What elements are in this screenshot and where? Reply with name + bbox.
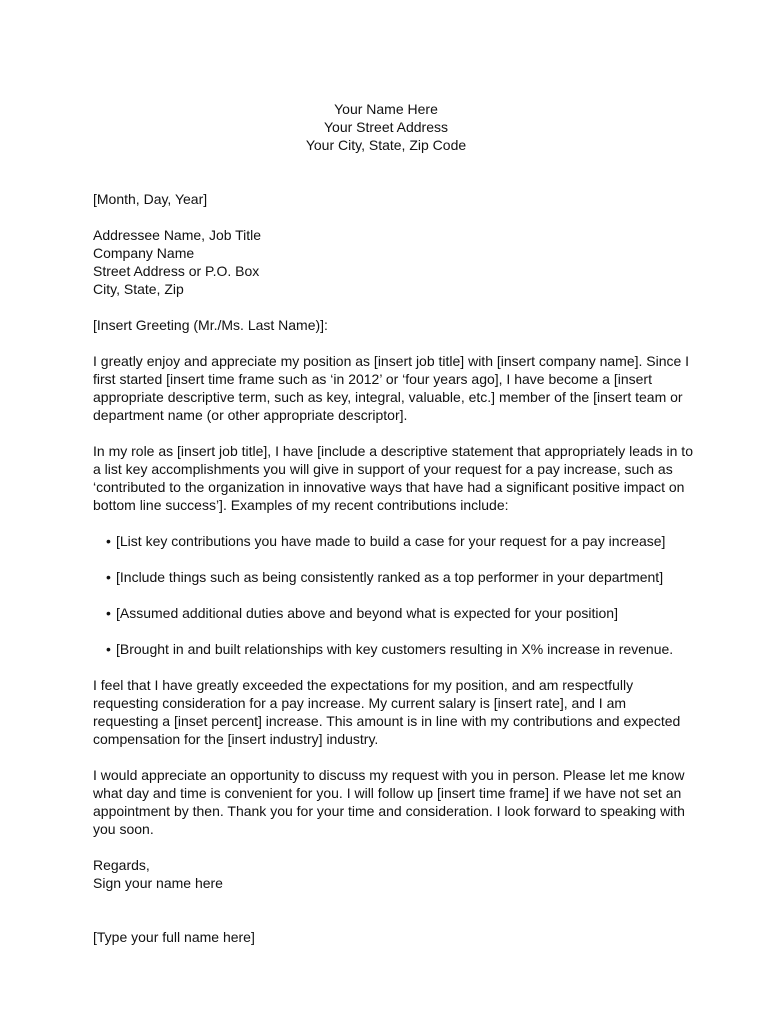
spacer [93,334,693,352]
bullet-icon: • [106,533,111,549]
greeting: [Insert Greeting (Mr./Ms. Last Name)]: [93,317,328,333]
spacer [93,838,693,856]
spacer [93,424,693,442]
paragraph-intro: I greatly enjoy and appreciate my position as [insert job title] with [insert company name]. Since I first started [insert time frame such as ‘in 2012’ or ‘four years ago], I have become a [insert appropriate descriptive term, such as key, integral, valuable, etc.] member of the [insert team or department name (or other appropriate descriptor]. [93,353,690,423]
recipient-company: Company Name [93,245,195,261]
signature-prompt: Sign your name here [93,875,223,891]
paragraph-role: In my role as [insert job title], I have [include a descriptive statement that appropriately leads in to a list key accomplishments you will give in support of your request for a pay increase, such as ‘contributed to the organization in innovative ways that have had a significant positive impact on bottom line success’]. Examples of my recent contributions include: [93,443,693,513]
bullet-icon: • [106,569,111,585]
list-item [106,532,693,550]
bullet-icon: • [106,605,111,621]
sender-street: Your Street Address [323,119,448,135]
list-item [106,568,693,586]
recipient-name-title: Addressee Name, Job Title [93,227,262,243]
recipient-block [93,226,693,298]
contribution-text: [Brought in and built relationships with key customers resulting in X% increase in revenue. [116,641,674,657]
contribution-text: [List key contributions you have made to build a case for your request for a pay increase] [116,533,666,549]
contribution-text: [Include things such as being consistently ranked as a top performer in your department] [116,569,664,585]
bullet-icon: • [106,641,111,657]
sender-block [93,100,679,154]
letter-date: [Month, Day, Year] [93,191,208,207]
spacer [93,298,693,316]
contributions-list [93,532,693,658]
recipient-street: Street Address or P.O. Box [93,263,260,279]
full-name-prompt: [Type your full name here] [93,929,255,945]
paragraph-closing: I would appreciate an opportunity to discuss my request with you in person. Please let me know what day and time is convenient for you. I will follow up [insert time frame] if we have not set an appointment by then. Thank you for your time and consideration. I look forward to speaking with you soon. [93,767,685,837]
letter-body [93,100,693,946]
signature-space [93,892,693,928]
list-item [106,640,693,658]
sender-city-state-zip: Your City, State, Zip Code [305,137,467,153]
spacer [93,514,693,532]
sender-name: Your Name Here [334,101,438,117]
contribution-text: [Assumed additional duties above and beyond what is expected for your position] [116,605,618,621]
spacer [93,154,693,190]
paragraph-request: I feel that I have greatly exceeded the expectations for my position, and am respectfully requesting consideration for a pay increase. My current salary is [insert rate], and I am requesting a [inset percent] increase. This amount is in line with my contributions and expected compensation for the [insert industry] industry. [93,677,681,747]
spacer [93,208,693,226]
valediction: Regards, [93,857,150,873]
recipient-city-state-zip: City, State, Zip [93,281,184,297]
spacer [93,748,693,766]
list-item [106,604,693,622]
